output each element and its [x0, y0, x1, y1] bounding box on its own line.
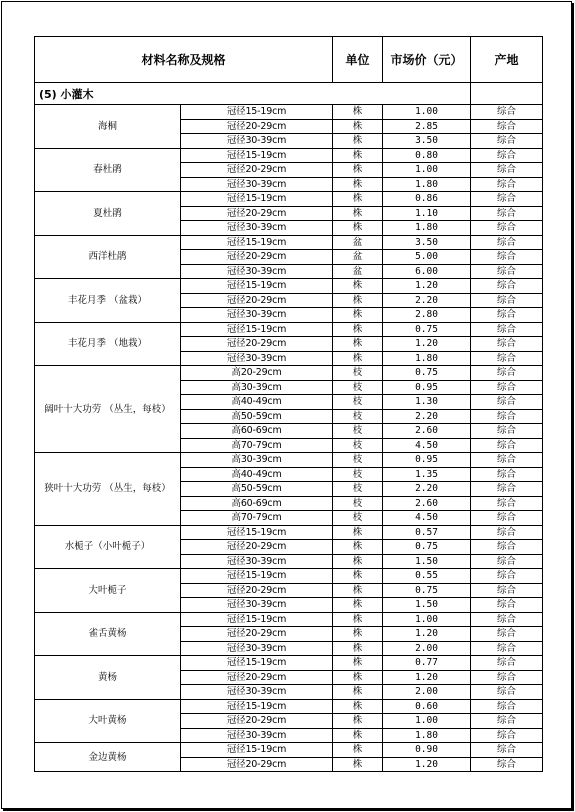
price-cell: 0.60	[383, 699, 471, 714]
origin-cell: 综合	[471, 177, 543, 192]
table-row	[35, 453, 543, 468]
unit-cell: 株	[333, 757, 383, 772]
price-cell: 2.20	[383, 293, 471, 308]
price-cell: 0.55	[383, 569, 471, 584]
unit-cell: 株	[333, 134, 383, 149]
origin-cell: 综合	[471, 105, 543, 120]
spec-cell: 冠径30-39cm	[181, 728, 333, 743]
price-cell: 1.00	[383, 105, 471, 120]
material-name: 阔叶十大功劳 （丛生，每枝）	[35, 366, 181, 453]
unit-cell: 枝	[333, 467, 383, 482]
spec-cell: 冠径15-19cm	[181, 525, 333, 540]
origin-cell: 综合	[471, 670, 543, 685]
unit-cell: 株	[333, 322, 383, 337]
price-cell: 3.50	[383, 134, 471, 149]
origin-cell: 综合	[471, 554, 543, 569]
price-cell: 0.90	[383, 743, 471, 758]
price-cell: 0.86	[383, 192, 471, 207]
unit-cell: 株	[333, 308, 383, 323]
table-row	[35, 612, 543, 627]
material-name: 金边黄杨	[35, 743, 181, 772]
spec-cell: 高70-79cm	[181, 511, 333, 526]
spec-cell: 高30-39cm	[181, 453, 333, 468]
price-cell: 0.95	[383, 380, 471, 395]
unit-cell: 株	[333, 728, 383, 743]
spec-cell: 冠径30-39cm	[181, 264, 333, 279]
spec-cell: 高50-59cm	[181, 482, 333, 497]
unit-cell: 株	[333, 627, 383, 642]
spec-cell: 高50-59cm	[181, 409, 333, 424]
spec-cell: 冠径30-39cm	[181, 685, 333, 700]
spec-cell: 冠径15-19cm	[181, 192, 333, 207]
unit-cell: 株	[333, 612, 383, 627]
spec-cell: 冠径20-29cm	[181, 163, 333, 178]
unit-cell: 株	[333, 221, 383, 236]
origin-cell: 综合	[471, 148, 543, 163]
material-name: 西洋杜鹃	[35, 235, 181, 279]
material-name: 大叶栀子	[35, 569, 181, 613]
price-cell: 2.60	[383, 496, 471, 511]
unit-cell: 株	[333, 337, 383, 352]
document-page	[1, 1, 572, 809]
price-cell: 6.00	[383, 264, 471, 279]
price-cell: 0.80	[383, 148, 471, 163]
price-cell: 1.00	[383, 612, 471, 627]
header-unit: 单位	[333, 37, 383, 83]
unit-cell: 株	[333, 206, 383, 221]
price-cell: 2.00	[383, 685, 471, 700]
origin-cell: 综合	[471, 221, 543, 236]
spec-cell: 冠径30-39cm	[181, 308, 333, 323]
spec-cell: 冠径30-39cm	[181, 351, 333, 366]
unit-cell: 株	[333, 163, 383, 178]
table-row	[35, 105, 543, 120]
price-cell: 0.57	[383, 525, 471, 540]
spec-cell: 冠径30-39cm	[181, 221, 333, 236]
price-cell: 1.50	[383, 554, 471, 569]
unit-cell: 枝	[333, 409, 383, 424]
price-cell: 0.75	[383, 540, 471, 555]
spec-cell: 冠径20-29cm	[181, 206, 333, 221]
unit-cell: 株	[333, 351, 383, 366]
origin-cell: 综合	[471, 424, 543, 439]
origin-cell: 综合	[471, 409, 543, 424]
origin-cell: 综合	[471, 525, 543, 540]
spec-cell: 冠径15-19cm	[181, 699, 333, 714]
header-row	[35, 37, 543, 83]
unit-cell: 株	[333, 670, 383, 685]
unit-cell: 株	[333, 598, 383, 613]
unit-cell: 株	[333, 656, 383, 671]
material-name: 黄杨	[35, 656, 181, 700]
spec-cell: 冠径15-19cm	[181, 569, 333, 584]
origin-cell: 综合	[471, 134, 543, 149]
origin-cell: 综合	[471, 757, 543, 772]
table-row	[35, 235, 543, 250]
unit-cell: 株	[333, 554, 383, 569]
table-row	[35, 148, 543, 163]
table-row	[35, 569, 543, 584]
price-cell: 1.80	[383, 177, 471, 192]
spec-cell: 冠径15-19cm	[181, 322, 333, 337]
spec-cell: 冠径20-29cm	[181, 583, 333, 598]
unit-cell: 株	[333, 177, 383, 192]
unit-cell: 株	[333, 105, 383, 120]
origin-cell: 综合	[471, 235, 543, 250]
origin-cell: 综合	[471, 250, 543, 265]
table-row	[35, 322, 543, 337]
unit-cell: 株	[333, 641, 383, 656]
origin-cell: 综合	[471, 511, 543, 526]
origin-cell: 综合	[471, 482, 543, 497]
price-cell: 2.20	[383, 482, 471, 497]
spec-cell: 高30-39cm	[181, 380, 333, 395]
unit-cell: 株	[333, 714, 383, 729]
spec-cell: 冠径15-19cm	[181, 743, 333, 758]
unit-cell: 株	[333, 685, 383, 700]
price-cell: 1.80	[383, 221, 471, 236]
spec-cell: 高20-29cm	[181, 366, 333, 381]
origin-cell: 综合	[471, 366, 543, 381]
origin-cell: 综合	[471, 569, 543, 584]
spec-cell: 冠径20-29cm	[181, 714, 333, 729]
material-name: 春杜鹃	[35, 148, 181, 192]
unit-cell: 枝	[333, 438, 383, 453]
origin-cell: 综合	[471, 612, 543, 627]
unit-cell: 株	[333, 583, 383, 598]
origin-cell: 综合	[471, 192, 543, 207]
unit-cell: 枝	[333, 395, 383, 410]
spec-cell: 冠径15-19cm	[181, 612, 333, 627]
price-cell: 1.20	[383, 337, 471, 352]
material-name: 雀舌黄杨	[35, 612, 181, 656]
unit-cell: 枝	[333, 424, 383, 439]
origin-cell: 综合	[471, 728, 543, 743]
spec-cell: 冠径20-29cm	[181, 337, 333, 352]
origin-cell: 综合	[471, 351, 543, 366]
origin-cell: 综合	[471, 656, 543, 671]
unit-cell: 株	[333, 569, 383, 584]
unit-cell: 株	[333, 119, 383, 134]
price-cell: 1.30	[383, 395, 471, 410]
table-row	[35, 192, 543, 207]
table-row	[35, 279, 543, 294]
unit-cell: 枝	[333, 511, 383, 526]
material-name: 水栀子（小叶栀子）	[35, 525, 181, 569]
spec-cell: 冠径15-19cm	[181, 279, 333, 294]
table-row	[35, 699, 543, 714]
spec-cell: 冠径20-29cm	[181, 293, 333, 308]
unit-cell: 盆	[333, 250, 383, 265]
price-cell: 3.50	[383, 235, 471, 250]
table-row	[35, 656, 543, 671]
spec-cell: 高40-49cm	[181, 467, 333, 482]
material-name: 丰花月季 （地栽）	[35, 322, 181, 366]
header-origin: 产地	[471, 37, 543, 83]
spec-cell: 冠径20-29cm	[181, 119, 333, 134]
origin-cell: 综合	[471, 163, 543, 178]
origin-cell: 综合	[471, 453, 543, 468]
unit-cell: 枝	[333, 496, 383, 511]
spec-cell: 冠径20-29cm	[181, 540, 333, 555]
price-cell: 0.75	[383, 366, 471, 381]
price-cell: 5.00	[383, 250, 471, 265]
spec-cell: 高40-49cm	[181, 395, 333, 410]
price-cell: 0.95	[383, 453, 471, 468]
spec-cell: 冠径15-19cm	[181, 656, 333, 671]
unit-cell: 株	[333, 279, 383, 294]
spec-cell: 冠径30-39cm	[181, 554, 333, 569]
price-cell: 1.80	[383, 728, 471, 743]
origin-cell: 综合	[471, 119, 543, 134]
price-cell: 1.50	[383, 598, 471, 613]
price-table	[34, 36, 543, 772]
unit-cell: 株	[333, 148, 383, 163]
table-row	[35, 366, 543, 381]
origin-cell: 综合	[471, 322, 543, 337]
price-cell: 2.60	[383, 424, 471, 439]
price-cell: 1.80	[383, 351, 471, 366]
price-cell: 1.20	[383, 670, 471, 685]
price-cell: 2.00	[383, 641, 471, 656]
material-name: 狭叶十大功劳 （丛生，每枝）	[35, 453, 181, 526]
table-body	[35, 83, 543, 772]
material-name: 海桐	[35, 105, 181, 149]
price-cell: 4.50	[383, 511, 471, 526]
origin-cell: 综合	[471, 395, 543, 410]
unit-cell: 枝	[333, 453, 383, 468]
price-cell: 1.20	[383, 627, 471, 642]
spec-cell: 冠径20-29cm	[181, 250, 333, 265]
price-cell: 1.00	[383, 163, 471, 178]
table-row	[35, 525, 543, 540]
origin-cell: 综合	[471, 279, 543, 294]
spec-cell: 高70-79cm	[181, 438, 333, 453]
unit-cell: 株	[333, 743, 383, 758]
price-cell: 0.77	[383, 656, 471, 671]
unit-cell: 盆	[333, 264, 383, 279]
unit-cell: 枝	[333, 482, 383, 497]
origin-cell: 综合	[471, 641, 543, 656]
spec-cell: 冠径30-39cm	[181, 598, 333, 613]
origin-cell: 综合	[471, 337, 543, 352]
unit-cell: 株	[333, 192, 383, 207]
price-cell: 1.35	[383, 467, 471, 482]
spec-cell: 冠径15-19cm	[181, 105, 333, 120]
spec-cell: 冠径30-39cm	[181, 177, 333, 192]
header-price: 市场价（元）	[383, 37, 471, 83]
price-cell: 2.80	[383, 308, 471, 323]
price-cell: 2.85	[383, 119, 471, 134]
unit-cell: 株	[333, 540, 383, 555]
origin-cell: 综合	[471, 438, 543, 453]
unit-cell: 株	[333, 293, 383, 308]
spec-cell: 冠径30-39cm	[181, 134, 333, 149]
origin-cell: 综合	[471, 627, 543, 642]
unit-cell: 盆	[333, 235, 383, 250]
origin-cell: 综合	[471, 308, 543, 323]
table-row	[35, 743, 543, 758]
origin-cell: 综合	[471, 598, 543, 613]
origin-cell: 综合	[471, 699, 543, 714]
unit-cell: 枝	[333, 380, 383, 395]
price-cell: 1.20	[383, 279, 471, 294]
price-cell: 2.20	[383, 409, 471, 424]
section-origin-blank	[471, 83, 543, 105]
origin-cell: 综合	[471, 380, 543, 395]
spec-cell: 冠径20-29cm	[181, 627, 333, 642]
price-cell: 1.10	[383, 206, 471, 221]
unit-cell: 株	[333, 699, 383, 714]
price-cell: 0.75	[383, 583, 471, 598]
spec-cell: 高60-69cm	[181, 424, 333, 439]
price-cell: 4.50	[383, 438, 471, 453]
section-title: (5) 小灌木	[35, 83, 471, 105]
header-name: 材料名称及规格	[35, 37, 333, 83]
unit-cell: 株	[333, 525, 383, 540]
origin-cell: 综合	[471, 685, 543, 700]
origin-cell: 综合	[471, 293, 543, 308]
price-cell: 1.00	[383, 714, 471, 729]
origin-cell: 综合	[471, 540, 543, 555]
spec-cell: 冠径15-19cm	[181, 148, 333, 163]
material-name: 夏杜鹃	[35, 192, 181, 236]
section-row	[35, 83, 543, 105]
origin-cell: 综合	[471, 743, 543, 758]
origin-cell: 综合	[471, 583, 543, 598]
spec-cell: 冠径30-39cm	[181, 641, 333, 656]
origin-cell: 综合	[471, 496, 543, 511]
spec-cell: 高60-69cm	[181, 496, 333, 511]
unit-cell: 枝	[333, 366, 383, 381]
material-name: 丰花月季 （盆栽）	[35, 279, 181, 323]
spec-cell: 冠径15-19cm	[181, 235, 333, 250]
price-cell: 1.20	[383, 757, 471, 772]
spec-cell: 冠径20-29cm	[181, 670, 333, 685]
price-cell: 0.75	[383, 322, 471, 337]
origin-cell: 综合	[471, 206, 543, 221]
spec-cell: 冠径20-29cm	[181, 757, 333, 772]
origin-cell: 综合	[471, 264, 543, 279]
origin-cell: 综合	[471, 714, 543, 729]
material-name: 大叶黄杨	[35, 699, 181, 743]
origin-cell: 综合	[471, 467, 543, 482]
